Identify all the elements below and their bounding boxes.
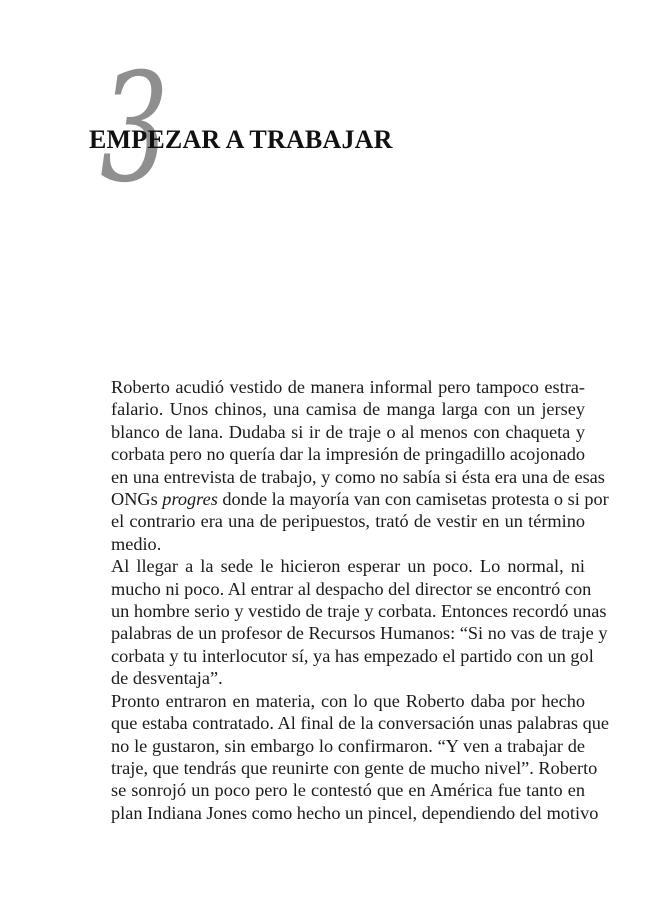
text-line: Pronto entraron en materia, con lo que Roberto daba por hecho (111, 690, 585, 711)
paragraph-2 (89, 555, 608, 689)
text-line-mixed (89, 488, 609, 510)
text-line: falario. Unos chinos, una camisa de manga larga con un jersey (111, 399, 585, 420)
text-line: mucho ni poco. Al entrar al despacho del director se encontró con (111, 578, 592, 599)
text-line: se sonrojó un poco pero le contestó que en América fue tanto en (111, 780, 585, 801)
text-line: que estaba contratado. Al final de la conversación unas palabras que (111, 713, 609, 734)
text-line: de desventaja”. (111, 668, 223, 689)
text-line: el contrario era una de peripuestos, trató de vestir en un término (111, 511, 585, 532)
chapter-title: EMPEZAR A TRABAJAR (89, 125, 393, 154)
text-line: medio. (111, 533, 162, 554)
paragraph-1 (89, 376, 609, 555)
chapter-number: 3 (100, 42, 169, 216)
text-fragment: ONGs (111, 489, 163, 510)
text-line: no le gustaron, sin embargo lo confirmaron. “Y ven a trabajar de (111, 735, 585, 756)
text-line: en una entrevista de trabajo, y como no sabía si ésta era una de esas (111, 466, 605, 487)
text-line: blanco de lana. Dudaba si ir de traje o al menos con chaqueta y (111, 421, 585, 442)
text-line: palabras de un profesor de Recursos Humanos: “Si no vas de traje y (111, 623, 608, 644)
text-line: plan Indiana Jones como hecho un pincel, dependiendo del motivo (111, 802, 599, 823)
text-line: Al llegar a la sede le hicieron esperar un poco. Lo normal, ni (111, 556, 585, 577)
text-line: Roberto acudió vestido de manera informal pero tampoco estra- (111, 377, 585, 397)
text-line: un hombre serio y vestido de traje y corbata. Entonces recordó unas (111, 601, 607, 622)
italic-word: progres (162, 489, 218, 510)
paragraph-3 (89, 690, 609, 824)
chapter-body (89, 376, 609, 824)
text-line: corbata pero no quería dar la impresión de pringadillo acojonado (111, 444, 585, 465)
text-fragment: donde la mayoría van con camisetas protesta o si por (217, 489, 609, 510)
text-line: corbata y tu interlocutor sí, ya has empezado el partido con un gol (111, 645, 594, 666)
text-line: traje, que tendrás que reunirte con gente de mucho nivel”. Roberto (111, 757, 598, 778)
